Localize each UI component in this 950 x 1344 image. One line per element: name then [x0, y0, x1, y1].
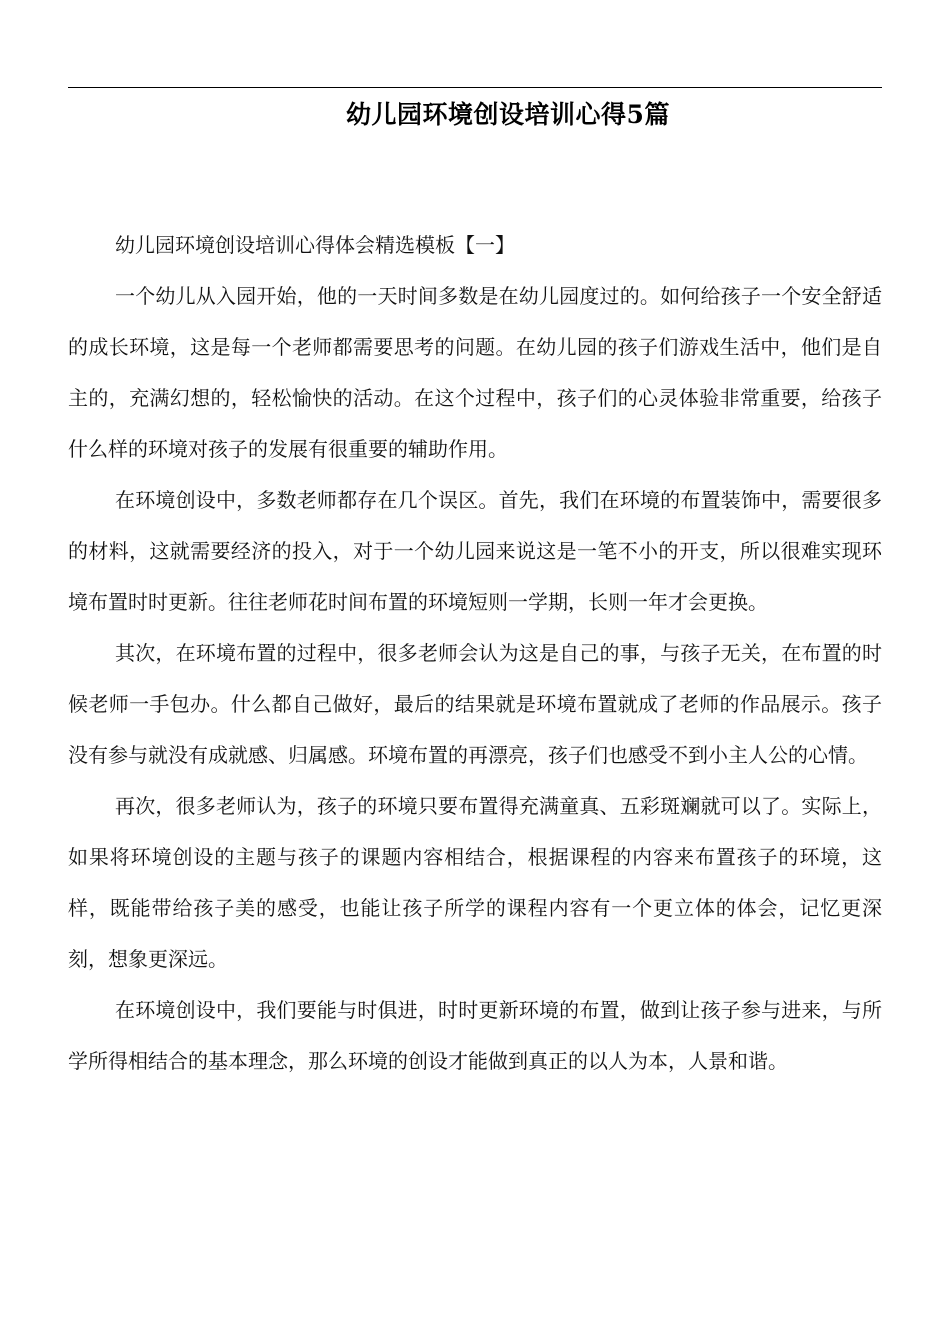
header-rule	[68, 87, 882, 88]
paragraph: 在环境创设中，我们要能与时俱进，时时更新环境的布置，做到让孩子参与进来，与所学所得相结合的基本理念，那么环境的创设才能做到真正的以人为本，人景和谐。	[68, 998, 882, 1073]
paragraph: 其次，在环境布置的过程中，很多老师会认为这是自己的事，与孩子无关，在布置的时候老师一手包办。什么都自己做好，最后的结果就是环境布置就成了老师的作品展示。孩子没有参与就没有成就感、归属感。环境布置的再漂亮，孩子们也感受不到小主人公的心情。	[68, 641, 882, 767]
section-heading: 幼儿园环境创设培训心得体会精选模板【一】	[115, 233, 515, 257]
paragraph: 在环境创设中，多数老师都存在几个误区。首先，我们在环境的布置装饰中，需要很多的材料，这就需要经济的投入，对于一个幼儿园来说这是一笔不小的开支，所以很难实现环境布置时时更新。往往老师花时间布置的环境短则一学期，长则一年才会更换。	[68, 488, 882, 614]
document-body	[68, 220, 882, 1087]
paragraph: 一个幼儿从入园开始，他的一天时间多数是在幼儿园度过的。如何给孩子一个安全舒适的成长环境，这是每一个老师都需要思考的问题。在幼儿园的孩子们游戏生活中，他们是自主的，充满幻想的，轻松愉快的活动。在这个过程中，孩子们的心灵体验非常重要，给孩子什么样的环境对孩子的发展有很重要的辅助作用。	[68, 284, 882, 461]
paragraph: 再次，很多老师认为，孩子的环境只要布置得充满童真、五彩斑斓就可以了。实际上，如果将环境创设的主题与孩子的课题内容相结合，根据课程的内容来布置孩子的环境，这样，既能带给孩子美的感受，也能让孩子所学的课程内容有一个更立体的体会，记忆更深刻，想象更深远。	[68, 794, 882, 971]
document-title: 幼儿园环境创设培训心得5篇	[346, 100, 670, 129]
